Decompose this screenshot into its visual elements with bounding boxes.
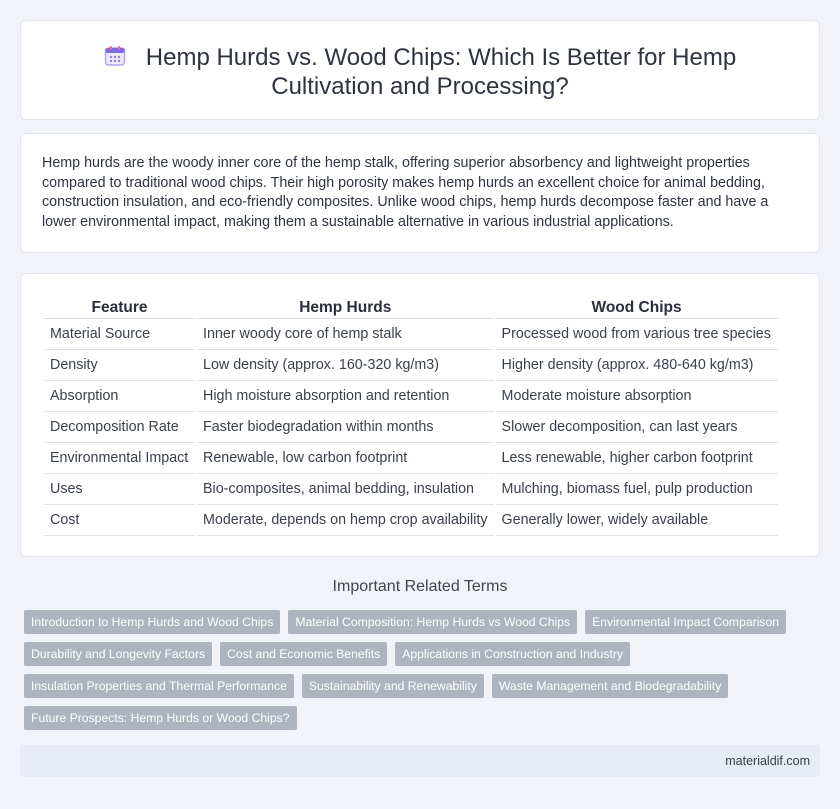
intro-card <box>20 133 820 253</box>
hemp-hurds-cell: Bio-composites, animal bedding, insulation <box>197 474 494 505</box>
related-tag[interactable]: Applications in Construction and Industry <box>395 642 630 666</box>
related-tag[interactable]: Environmental Impact Comparison <box>585 610 786 634</box>
feature-cell: Cost <box>44 505 195 536</box>
related-tags-row <box>24 674 736 698</box>
feature-cell: Material Source <box>44 319 195 350</box>
header-wood-chips: Wood Chips <box>496 294 778 319</box>
wood-chips-cell: Higher density (approx. 480-640 kg/m3) <box>496 350 778 381</box>
wood-chips-cell: Mulching, biomass fuel, pulp production <box>496 474 778 505</box>
title-card <box>20 20 820 120</box>
related-tags-row <box>24 610 794 634</box>
feature-cell: Density <box>44 350 195 381</box>
table-row <box>44 443 778 474</box>
related-tag[interactable]: Introduction to Hemp Hurds and Wood Chips <box>24 610 280 634</box>
related-tag[interactable]: Cost and Economic Benefits <box>220 642 387 666</box>
page-title-wrap <box>21 43 819 101</box>
related-tags-row <box>24 706 305 730</box>
hemp-hurds-cell: Moderate, depends on hemp crop availability <box>197 505 494 536</box>
table-row <box>44 319 778 350</box>
hemp-hurds-cell: Low density (approx. 160-320 kg/m3) <box>197 350 494 381</box>
hemp-hurds-cell: Inner woody core of hemp stalk <box>197 319 494 350</box>
related-tag[interactable]: Material Composition: Hemp Hurds vs Wood Chips <box>288 610 577 634</box>
header-hemp-hurds: Hemp Hurds <box>197 294 494 319</box>
hemp-hurds-cell: Faster biodegradation within months <box>197 412 494 443</box>
table-row <box>44 474 778 505</box>
table-row <box>44 381 778 412</box>
feature-cell: Absorption <box>44 381 195 412</box>
table-row <box>44 350 778 381</box>
comparison-card <box>20 273 820 557</box>
intro-paragraph: Hemp hurds are the woody inner core of the hemp stalk, offering superior absorbency and lightweight properties compared to traditional wood chips. Their high porosity makes hemp hurds an excellent choice for animal bedding, construction insulation, and eco-friendly composites. Unlike wood chips, hemp hurds decompose faster and have a lower environmental impact, making them a sustainable alternative in various industrial applications. <box>42 155 769 230</box>
page-title: Hemp Hurds vs. Wood Chips: Which Is Better for Hemp Cultivation and Processing? <box>145 44 737 100</box>
related-tag[interactable]: Insulation Properties and Thermal Performance <box>24 674 294 698</box>
related-tag[interactable]: Durability and Longevity Factors <box>24 642 212 666</box>
wood-chips-cell: Moderate moisture absorption <box>496 381 778 412</box>
related-tag[interactable]: Sustainability and Renewability <box>302 674 484 698</box>
feature-cell: Decomposition Rate <box>44 412 195 443</box>
wood-chips-cell: Slower decomposition, can last years <box>496 412 778 443</box>
comparison-table <box>42 294 780 536</box>
feature-cell: Uses <box>44 474 195 505</box>
header-feature: Feature <box>44 294 195 319</box>
related-tag[interactable]: Future Prospects: Hemp Hurds or Wood Chips? <box>24 706 297 730</box>
footer-site-link[interactable]: materialdif.com <box>725 754 810 768</box>
related-terms-title: Important Related Terms <box>332 578 508 595</box>
feature-cell: Environmental Impact <box>44 443 195 474</box>
table-row <box>44 505 778 536</box>
calendar-icon <box>104 45 126 67</box>
wood-chips-cell: Less renewable, higher carbon footprint <box>496 443 778 474</box>
table-row <box>44 412 778 443</box>
table-header-row <box>44 294 778 319</box>
wood-chips-cell: Generally lower, widely available <box>496 505 778 536</box>
related-tags-row <box>24 642 638 666</box>
hemp-hurds-cell: Renewable, low carbon footprint <box>197 443 494 474</box>
hemp-hurds-cell: High moisture absorption and retention <box>197 381 494 412</box>
wood-chips-cell: Processed wood from various tree species <box>496 319 778 350</box>
footer-bar <box>20 745 820 777</box>
related-tag[interactable]: Waste Management and Biodegradability <box>492 674 728 698</box>
